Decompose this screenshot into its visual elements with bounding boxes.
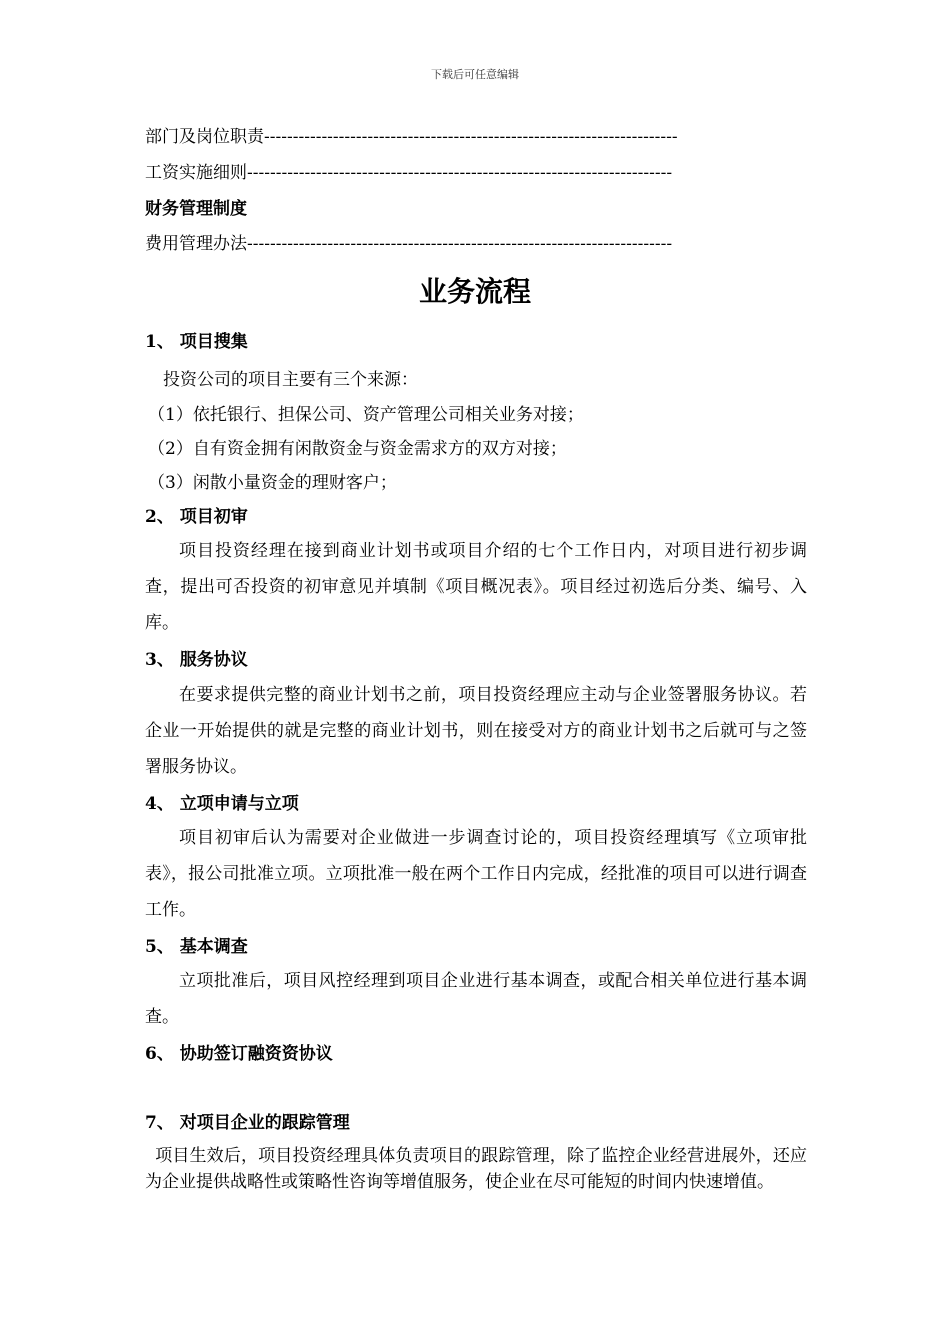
toc-entry-expenses: 费用管理办法-------------------------------------------------------------------------- — [145, 234, 673, 254]
section-heading-2: 2、 项目初审 — [145, 507, 248, 527]
section-heading-7: 7、 对项目企业的跟踪管理 — [145, 1113, 350, 1133]
section-1-line: （3）闲散小量资金的理财客户； — [148, 473, 397, 493]
section-4-body: 项目初审后认为需要对企业做进一步调查讨论的，项目投资经理填写《立项审批表》，报公司批准立项。立项批准一般在两个工作日内完成，经批准的项目可以进行调查工作。 — [145, 828, 807, 920]
section-heading-1: 1、 项目搜集 — [145, 332, 248, 352]
page-title: 业务流程 — [418, 275, 531, 308]
section-3-body: 在要求提供完整的商业计划书之前，项目投资经理应主动与企业签署服务协议。若企业一开始提供的就是完整的商业计划书，则在接受对方的商业计划书之后就可与之签署服务协议。 — [145, 685, 807, 777]
section-1-line: （2）自有资金拥有闲散资金与资金需求方的双方对接； — [148, 439, 567, 459]
section-heading-4: 4、 立项申请与立项 — [145, 794, 299, 814]
section-5-body: 立项批准后，项目风控经理到项目企业进行基本调查，或配合相关单位进行基本调查。 — [145, 971, 807, 1027]
toc-entry-finance: 财务管理制度 — [145, 199, 247, 219]
section-2-body: 项目投资经理在接到商业计划书或项目介绍的七个工作日内，对项目进行初步调查，提出可否投资的初审意见并填制《项目概况表》。项目经过初选后分类、编号、入库。 — [145, 541, 807, 633]
section-heading-5: 5、 基本调查 — [145, 937, 248, 957]
section-heading-6: 6、 协助签订融资资协议 — [145, 1044, 333, 1064]
page-header: 下载后可任意编辑 — [431, 68, 519, 81]
section-7-body: 项目生效后，项目投资经理具体负责项目的跟踪管理，除了监控企业经营进展外，还应为企业提供战略性或策略性咨询等增值服务，使企业在尽可能短的时间内快速增值。 — [145, 1146, 807, 1192]
section-heading-3: 3、 服务协议 — [145, 650, 248, 670]
toc-entry-salary: 工资实施细则-------------------------------------------------------------------------- — [145, 163, 673, 183]
section-1-line: 投资公司的项目主要有三个来源： — [163, 370, 418, 390]
section-1-line: （1）依托银行、担保公司、资产管理公司相关业务对接； — [148, 405, 584, 425]
toc-entry-departments: 部门及岗位职责------------------------------------------------------------------------ — [145, 127, 678, 147]
